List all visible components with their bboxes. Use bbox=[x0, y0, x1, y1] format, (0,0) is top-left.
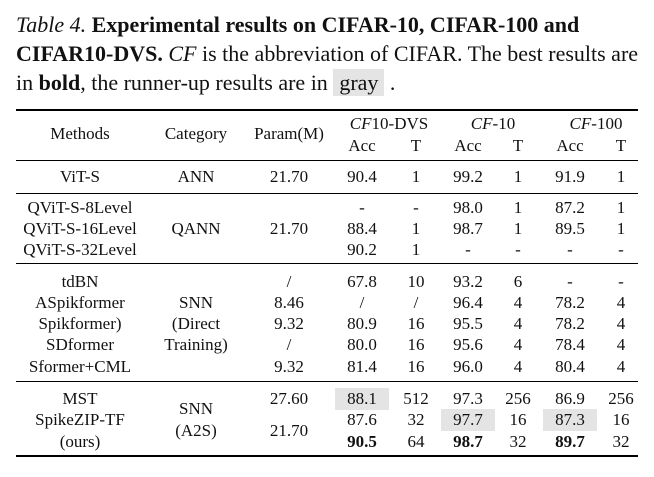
acc-value: 80.9 bbox=[347, 314, 377, 333]
header-dataset-suffix: -10 bbox=[492, 114, 516, 133]
t-value: 1 bbox=[616, 167, 626, 186]
caption-abbr-text: is the abbreviation of CIFAR. The best results are in bbox=[16, 41, 639, 95]
acc-value: 96.4 bbox=[453, 293, 483, 312]
category-label: QANN bbox=[171, 219, 221, 238]
t-value: / bbox=[413, 293, 419, 312]
method-name: MST bbox=[62, 389, 98, 408]
t-value: 512 bbox=[403, 389, 429, 408]
t-value: 1 bbox=[411, 240, 421, 259]
t-value: 4 bbox=[513, 293, 523, 312]
t-value: 1 bbox=[411, 167, 421, 186]
t-value: - bbox=[515, 240, 521, 259]
param-value: / bbox=[286, 272, 292, 291]
t-value: 1 bbox=[513, 219, 523, 238]
caption-end: . bbox=[389, 70, 396, 95]
caption-label: Table 4. bbox=[16, 12, 87, 37]
header-acc: Acc bbox=[348, 136, 376, 155]
acc-value: 90.4 bbox=[347, 167, 377, 186]
acc-value: / bbox=[359, 293, 365, 312]
method-name: tdBN bbox=[61, 272, 99, 291]
header-t: T bbox=[512, 136, 524, 155]
method-name: QViT-S-8Level bbox=[27, 198, 133, 217]
acc-value: 90.2 bbox=[347, 240, 377, 259]
acc-value: 96.0 bbox=[453, 357, 483, 376]
acc-value: 97.7 bbox=[453, 410, 483, 429]
header-category: Category bbox=[164, 124, 228, 143]
t-value: 10 bbox=[407, 272, 425, 291]
qann-rule bbox=[16, 263, 638, 264]
acc-value: 86.9 bbox=[555, 389, 585, 408]
method-name: ASpikformer bbox=[35, 293, 125, 312]
acc-value: 93.2 bbox=[453, 272, 483, 291]
param-value: 21.70 bbox=[269, 167, 309, 186]
t-value: 1 bbox=[411, 219, 421, 238]
param-value: / bbox=[286, 335, 292, 354]
category-label: ANN bbox=[177, 167, 215, 186]
acc-value: 97.3 bbox=[453, 389, 483, 408]
header-acc: Acc bbox=[556, 136, 584, 155]
t-value: 4 bbox=[513, 314, 523, 333]
acc-value: - bbox=[359, 198, 365, 217]
method-name: SDformer bbox=[46, 335, 114, 354]
header-dataset-prefix: CF bbox=[349, 114, 372, 133]
t-value: 1 bbox=[513, 167, 523, 186]
t-value: 4 bbox=[616, 314, 626, 333]
t-value: 16 bbox=[407, 357, 425, 376]
acc-value: 67.8 bbox=[347, 272, 377, 291]
acc-value: 87.2 bbox=[555, 198, 585, 217]
method-name: QViT-S-32Level bbox=[23, 240, 137, 259]
category-label: SNN bbox=[178, 399, 214, 418]
t-value: - bbox=[413, 198, 419, 217]
param-value: 21.70 bbox=[269, 219, 309, 238]
param-value: 9.32 bbox=[274, 314, 304, 333]
acc-value: - bbox=[567, 272, 573, 291]
top-rule bbox=[16, 109, 638, 111]
acc-value: 90.5 bbox=[347, 432, 377, 451]
t-value: 4 bbox=[513, 335, 523, 354]
header-dataset-1 bbox=[471, 114, 515, 134]
t-value: 4 bbox=[513, 357, 523, 376]
acc-value: - bbox=[465, 240, 471, 259]
acc-value: 95.5 bbox=[453, 314, 483, 333]
acc-value: 81.4 bbox=[347, 357, 377, 376]
t-value: 32 bbox=[509, 432, 527, 451]
header-t: T bbox=[410, 136, 422, 155]
param-value: 9.32 bbox=[274, 357, 304, 376]
t-value: 1 bbox=[616, 198, 626, 217]
snn-rule bbox=[16, 381, 638, 382]
header-dataset-2 bbox=[570, 114, 623, 134]
caption-gray-word: gray bbox=[333, 69, 384, 96]
header-param: Param(M) bbox=[254, 124, 324, 143]
category-label: SNN bbox=[178, 293, 214, 312]
t-value: 16 bbox=[612, 410, 630, 429]
acc-value: 95.6 bbox=[453, 335, 483, 354]
acc-value: 78.2 bbox=[555, 293, 585, 312]
method-name: SpikeZIP-TF bbox=[35, 410, 125, 429]
caption-runner-text: , the runner-up results are in bbox=[80, 70, 334, 95]
header-t: T bbox=[615, 136, 627, 155]
t-value: 4 bbox=[616, 335, 626, 354]
table-caption bbox=[16, 10, 644, 97]
t-value: 4 bbox=[616, 293, 626, 312]
header-methods: Methods bbox=[50, 124, 110, 143]
caption-bold-word: bold bbox=[38, 70, 81, 95]
t-value: - bbox=[618, 240, 624, 259]
acc-value: 87.3 bbox=[555, 410, 585, 429]
t-value: 1 bbox=[616, 219, 626, 238]
t-value: 16 bbox=[509, 410, 527, 429]
acc-value: 88.1 bbox=[347, 389, 377, 408]
header-dataset-suffix: -100 bbox=[591, 114, 623, 133]
header-dataset-prefix: CF bbox=[569, 114, 592, 133]
t-value: 64 bbox=[407, 432, 425, 451]
ann-rule bbox=[16, 193, 638, 194]
method-name: Sformer+CML bbox=[28, 357, 132, 376]
param-value: 21.70 bbox=[269, 421, 309, 440]
t-value: 1 bbox=[513, 198, 523, 217]
acc-value: 78.2 bbox=[555, 314, 585, 333]
acc-value: 87.6 bbox=[347, 410, 377, 429]
acc-value: 98.7 bbox=[453, 432, 483, 451]
acc-value: 91.9 bbox=[555, 167, 585, 186]
header-rule bbox=[16, 160, 638, 161]
method-name: (ours) bbox=[59, 432, 101, 451]
acc-value: 80.0 bbox=[347, 335, 377, 354]
t-value: 16 bbox=[407, 335, 425, 354]
t-value: 6 bbox=[513, 272, 523, 291]
acc-value: 98.7 bbox=[453, 219, 483, 238]
t-value: 32 bbox=[612, 432, 630, 451]
header-dataset-suffix: 10-DVS bbox=[371, 114, 429, 133]
method-name: QViT-S-16Level bbox=[23, 219, 137, 238]
caption-cf: CF bbox=[168, 41, 197, 66]
acc-value: 98.0 bbox=[453, 198, 483, 217]
category-label: Training) bbox=[164, 335, 228, 354]
header-dataset-0 bbox=[350, 114, 428, 134]
bottom-rule bbox=[16, 455, 638, 457]
method-name: Spikformer) bbox=[38, 314, 122, 333]
param-value: 27.60 bbox=[269, 389, 309, 408]
acc-value: 78.4 bbox=[555, 335, 585, 354]
t-value: 32 bbox=[407, 410, 425, 429]
param-value: 8.46 bbox=[274, 293, 304, 312]
method-name: ViT-S bbox=[60, 167, 100, 186]
t-value: 16 bbox=[407, 314, 425, 333]
acc-value: 89.7 bbox=[555, 432, 585, 451]
header-dataset-prefix: CF bbox=[470, 114, 493, 133]
acc-value: 99.2 bbox=[453, 167, 483, 186]
acc-value: 80.4 bbox=[555, 357, 585, 376]
t-value: 256 bbox=[505, 389, 531, 408]
t-value: 256 bbox=[608, 389, 634, 408]
t-value: 4 bbox=[616, 357, 626, 376]
acc-value: - bbox=[567, 240, 573, 259]
acc-value: 89.5 bbox=[555, 219, 585, 238]
caption-title: Experimental results on CIFAR-10, CIFAR-100 and CIFAR10-DVS. bbox=[16, 12, 580, 66]
header-acc: Acc bbox=[454, 136, 482, 155]
category-label: (Direct bbox=[171, 314, 221, 333]
t-value: - bbox=[618, 272, 624, 291]
acc-value: 88.4 bbox=[347, 219, 377, 238]
category-label: (A2S) bbox=[175, 421, 217, 440]
